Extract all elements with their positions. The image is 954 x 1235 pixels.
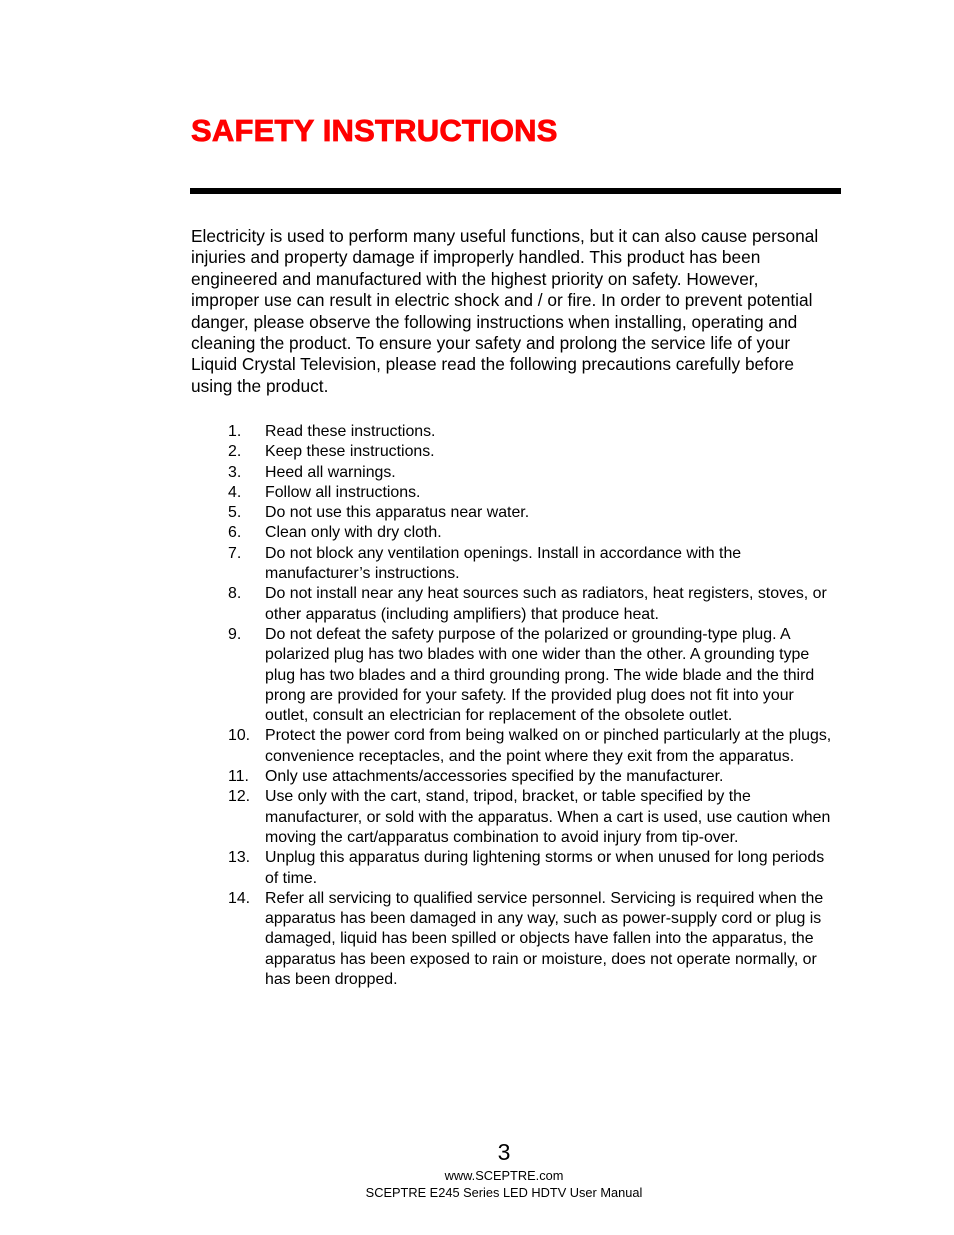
list-item-text: Do not install near any heat sources such as radiators, heat registers, stoves, or other apparatus (including amplifiers) that produce heat.: [265, 585, 827, 623]
list-item-number: 10.: [228, 727, 251, 745]
title-divider: [190, 188, 841, 194]
list-item: [228, 503, 840, 523]
list-item-text: Use only with the cart, stand, tripod, bracket, or table specified by the manufacturer, or sold with the apparatus. When a cart is used, use caution when moving the cart/apparatus combination to avoid injury from tip-over.: [265, 788, 831, 846]
list-item-number: 13.: [228, 849, 251, 867]
list-item-text: Keep these instructions.: [265, 443, 435, 461]
list-item: [228, 442, 840, 462]
list-item-number: 4.: [228, 483, 242, 501]
list-item: [228, 523, 840, 543]
list-item-number: 5.: [228, 504, 242, 522]
list-item-number: 2.: [228, 443, 242, 461]
list-item-text: Follow all instructions.: [265, 483, 421, 501]
list-item: [228, 483, 840, 503]
list-item-number: 3.: [228, 463, 242, 481]
list-item: [228, 625, 840, 726]
list-item-text: Protect the power cord from being walked on or pinched particularly at the plugs, convenience receptacles, and the point where they exit from the apparatus.: [265, 727, 832, 765]
list-item: [228, 584, 840, 625]
list-item-number: 14.: [228, 889, 251, 907]
list-item: [228, 544, 840, 585]
page-title: SAFETY INSTRUCTIONS: [191, 113, 558, 148]
list-item-text: Clean only with dry cloth.: [265, 524, 442, 542]
list-item-text: Read these instructions.: [265, 423, 436, 440]
list-item-text: Do not defeat the safety purpose of the polarized or grounding-type plug. A polarized plug has two blades with one wider than the other. A grounding type plug has two blades and a third grounding prong. The wide blade and the third prong are provided for your safety. If the provided plug does not fit into your outlet, consult an electrician for replacement of the obsolete outlet.: [265, 625, 815, 725]
intro-paragraph: Electricity is used to perform many useful functions, but it can also cause personal injuries and property damage if improperly handled. This product has been engineered and manufactured with the highest priority on safety. However, improper use can result in electric shock and / or fire. In order to prevent potential danger, please observe the following instructions when installing, operating and cleaning the product. To ensure your safety and prolong the service life of your Liquid Crystal Television, please read the following precautions carefully before using the product.: [191, 226, 819, 396]
list-item: [228, 848, 840, 889]
list-item-text: Do not block any ventilation openings. Install in accordance with the manufacturer’s instructions.: [265, 544, 742, 583]
footer-website: www.SCEPTRE.com: [444, 1168, 564, 1183]
footer-manual-title: SCEPTRE E245 Series LED HDTV User Manual: [365, 1185, 643, 1200]
list-item-number: 7.: [228, 544, 242, 562]
list-item-text: Refer all servicing to qualified service personnel. Servicing is required when the apparatus has been damaged in any way, such as power-supply cord or plug is damaged, liquid has been spilled or objects have fallen into the apparatus, the apparatus has been exposed to rain or moisture, does not operate normally, or has been dropped.: [265, 889, 824, 989]
safety-instructions-list: [228, 422, 840, 990]
page-number: 3: [497, 1139, 511, 1165]
list-item: [228, 726, 840, 767]
list-item: [228, 422, 840, 442]
list-item-number: 8.: [228, 585, 242, 603]
list-item: [228, 463, 840, 483]
list-item-text: Heed all warnings.: [265, 463, 396, 481]
list-item-text: Unplug this apparatus during lightening storms or when unused for long periods of time.: [265, 849, 825, 887]
list-item-number: 9.: [228, 625, 242, 643]
list-item: [228, 889, 840, 990]
list-item-number: 1.: [228, 423, 242, 440]
list-item-number: 12.: [228, 788, 251, 806]
list-item-text: Only use attachments/accessories specified by the manufacturer.: [265, 768, 724, 786]
list-item-text: Do not use this apparatus near water.: [265, 504, 530, 522]
list-item-number: 11.: [228, 768, 249, 786]
list-item-number: 6.: [228, 524, 242, 542]
list-item: [228, 767, 840, 787]
list-item: [228, 787, 840, 848]
